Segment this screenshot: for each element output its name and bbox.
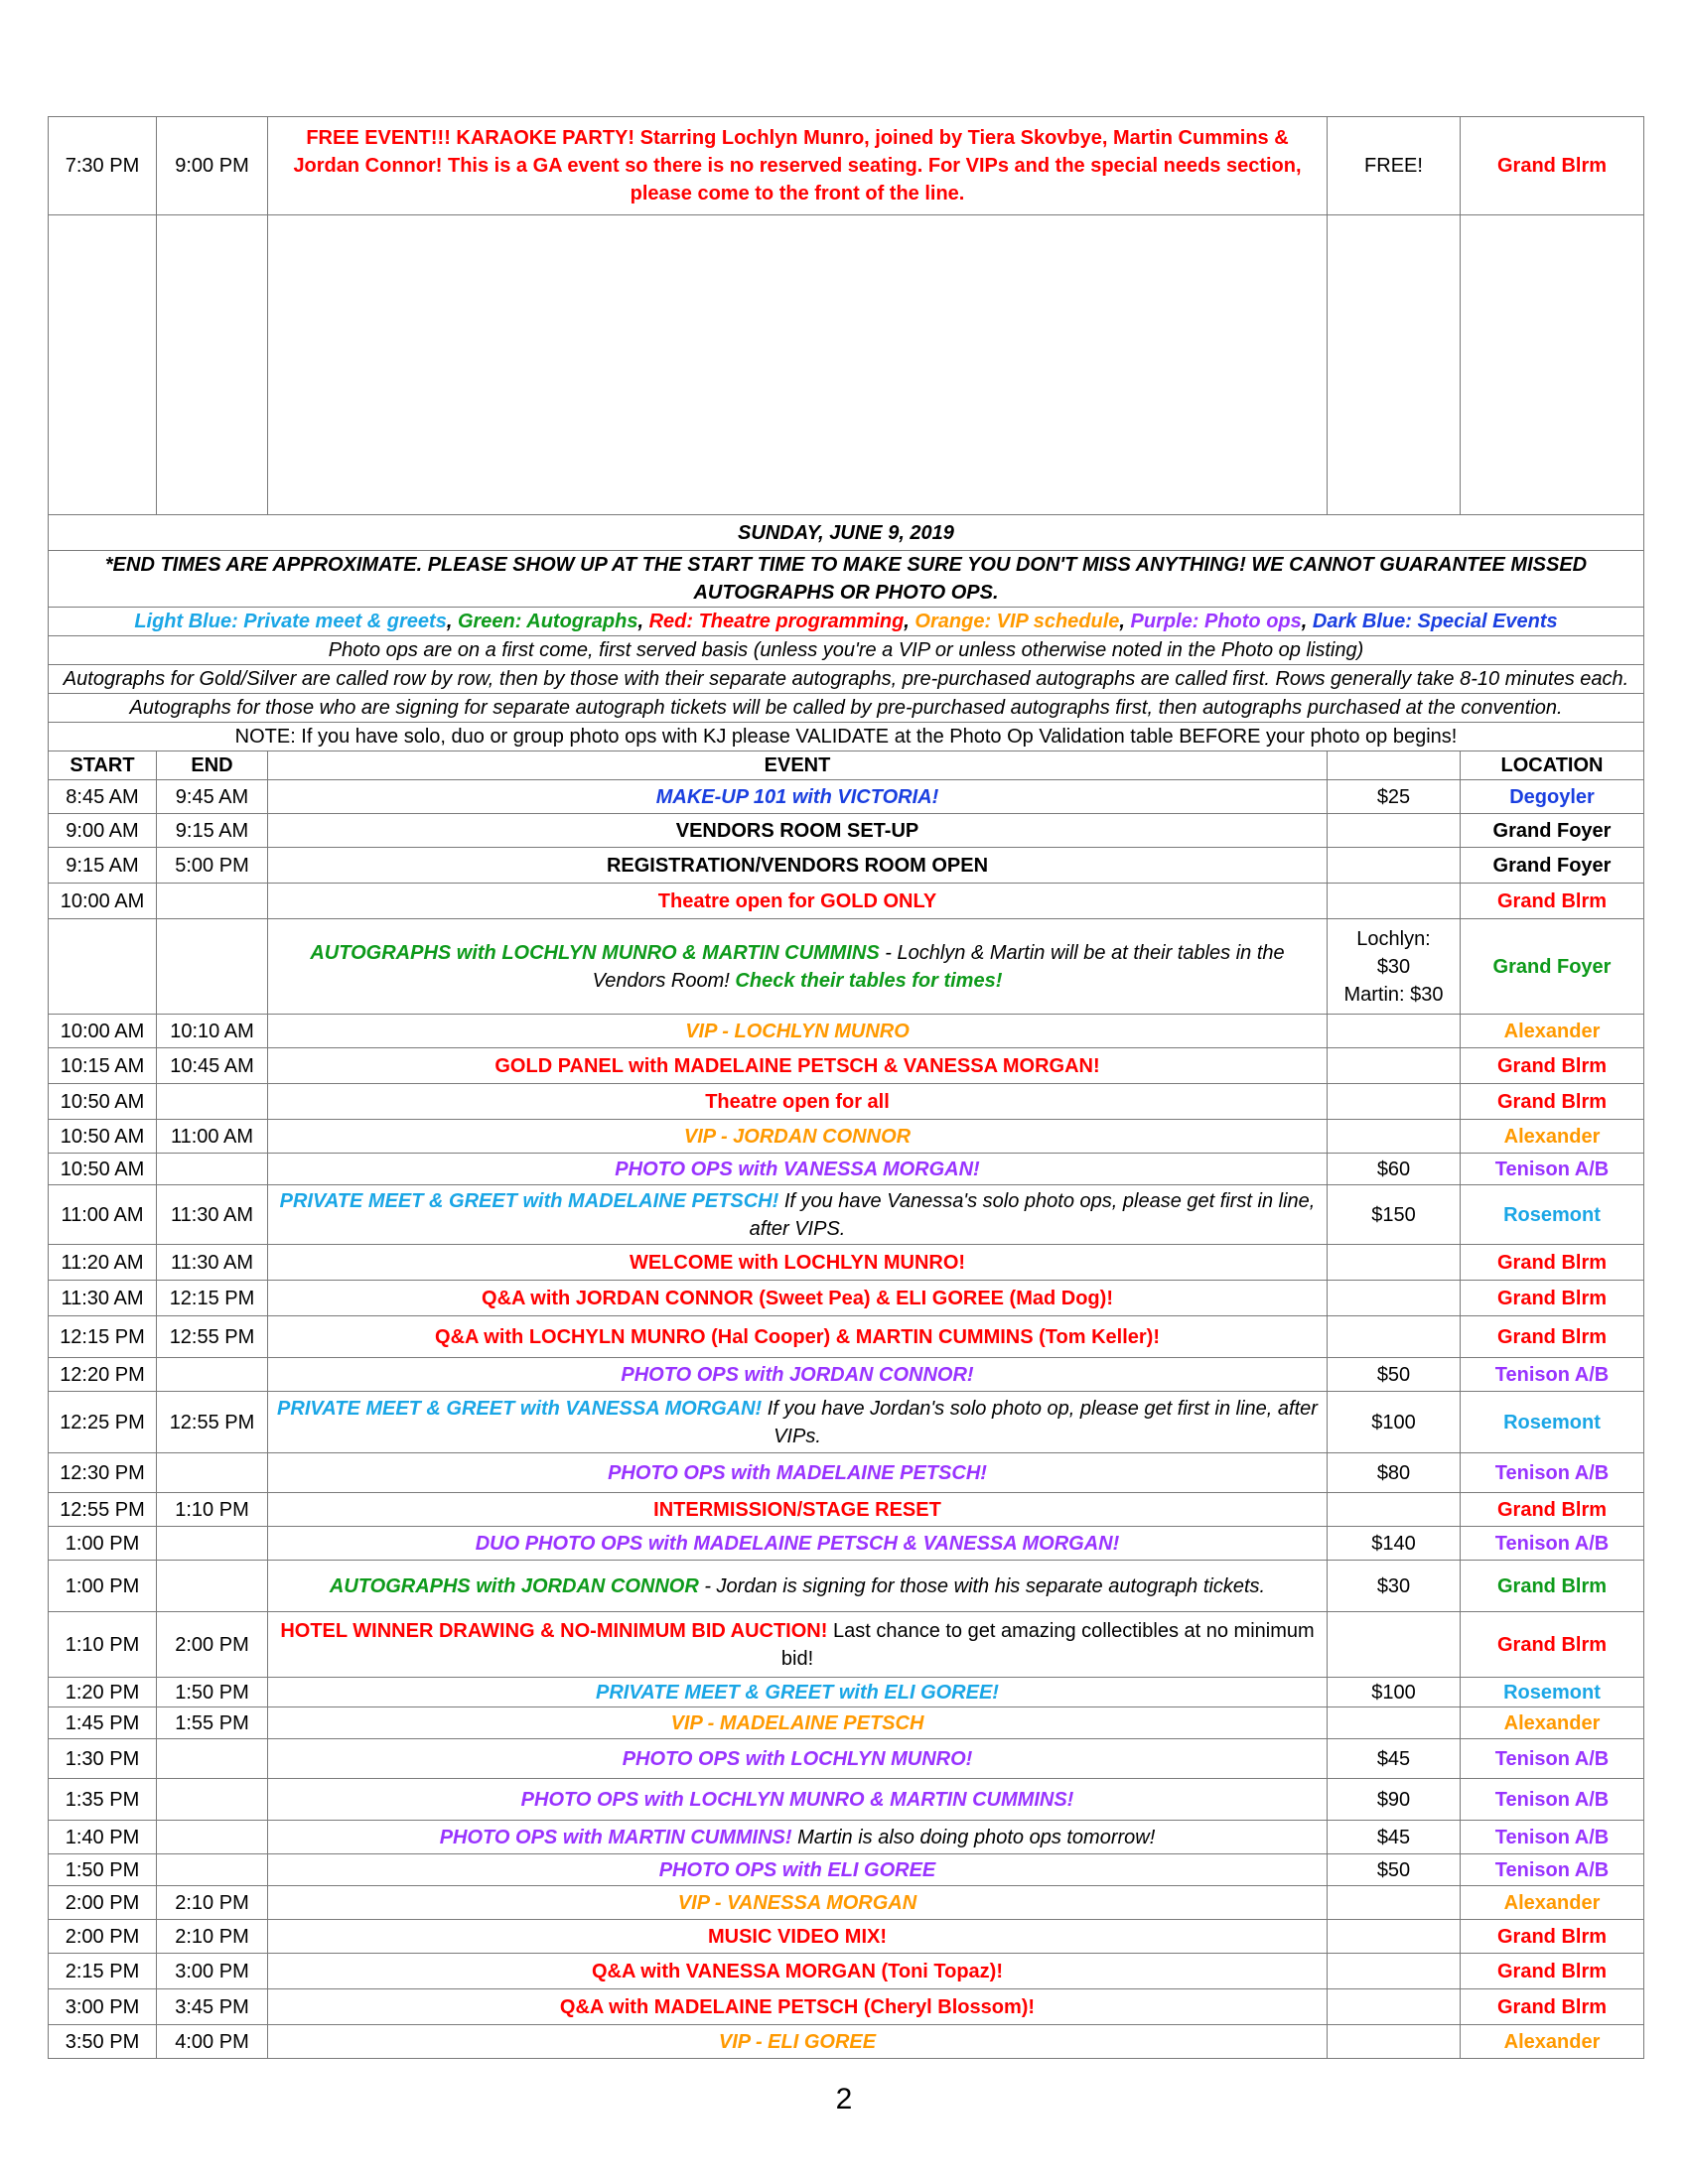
price: $45 xyxy=(1328,1821,1461,1854)
end-time: 9:15 AM xyxy=(157,814,268,848)
price xyxy=(1328,1989,1461,2025)
price xyxy=(1328,1120,1461,1154)
event-name: Q&A with LOCHYLN MUNRO (Hal Cooper) & MARTIN CUMMINS (Tom Keller)! xyxy=(268,1316,1328,1358)
location: Grand Blrm xyxy=(1461,1245,1644,1281)
event-name: VENDORS ROOM SET-UP xyxy=(268,814,1328,848)
start-time: 10:50 AM xyxy=(49,1120,157,1154)
location: Tenison A/B xyxy=(1461,1739,1644,1779)
blank-row xyxy=(49,215,1644,515)
event-name: Q&A with JORDAN CONNOR (Sweet Pea) & ELI GOREE (Mad Dog)! xyxy=(268,1281,1328,1316)
table-row xyxy=(49,919,1644,1015)
location: Grand Blrm xyxy=(1461,1612,1644,1678)
price xyxy=(1328,1245,1461,1281)
event-name: PHOTO OPS with ELI GOREE xyxy=(268,1854,1328,1886)
price xyxy=(1328,1493,1461,1527)
start-time: 10:00 AM xyxy=(49,884,157,919)
table-row xyxy=(49,1120,1644,1154)
start-time: 10:15 AM xyxy=(49,1048,157,1084)
event-name: REGISTRATION/VENDORS ROOM OPEN xyxy=(268,848,1328,884)
gold-silver-note: Autographs for Gold/Silver are called row by row, then by those with their separate autographs, pre-purchased autographs are called first. Rows generally take 8-10 minutes each. xyxy=(49,665,1644,694)
location: Tenison A/B xyxy=(1461,1821,1644,1854)
end-time: 2:10 PM xyxy=(157,1920,268,1954)
table-row xyxy=(49,1707,1644,1739)
price xyxy=(1328,884,1461,919)
event-name: VIP - ELI GOREE xyxy=(268,2025,1328,2059)
start-time: 3:00 PM xyxy=(49,1989,157,2025)
start-time: 1:00 PM xyxy=(49,1527,157,1561)
day-title: SUNDAY, JUNE 9, 2019 xyxy=(49,515,1644,551)
event-main: HOTEL WINNER DRAWING & NO-MINIMUM BID AUCTION! xyxy=(280,1619,828,1642)
event-note: Martin is also doing photo ops tomorrow! xyxy=(791,1826,1156,1848)
key-dark-blue: Dark Blue: Special Events xyxy=(1312,611,1558,632)
end-time: 2:00 PM xyxy=(157,1612,268,1678)
event-note: If you have Vanessa's solo photo ops, please get first in line, after VIPS. xyxy=(749,1189,1316,1240)
table-row xyxy=(49,1854,1644,1886)
location: Grand Blrm xyxy=(1461,117,1644,215)
event-name: DUO PHOTO OPS with MADELAINE PETSCH & VANESSA MORGAN! xyxy=(268,1527,1328,1561)
location: Grand Blrm xyxy=(1461,1920,1644,1954)
start-time: 1:00 PM xyxy=(49,1561,157,1612)
end-time: 9:45 AM xyxy=(157,780,268,814)
table-row xyxy=(49,1316,1644,1358)
table-row xyxy=(49,884,1644,919)
event-main: AUTOGRAPHS with JORDAN CONNOR xyxy=(329,1574,699,1597)
price xyxy=(1328,1281,1461,1316)
end-time: 2:10 PM xyxy=(157,1886,268,1920)
end-time: 3:00 PM xyxy=(157,1954,268,1989)
event-name: PHOTO OPS with LOCHLYN MUNRO! xyxy=(268,1739,1328,1779)
location: Tenison A/B xyxy=(1461,1854,1644,1886)
location: Alexander xyxy=(1461,2025,1644,2059)
separate-autograph-note: Autographs for those who are signing for separate autograph tickets will be called by pre-purchased autographs first, then autographs purchased at the convention. xyxy=(49,694,1644,723)
table-row xyxy=(49,1048,1644,1084)
event-name: MUSIC VIDEO MIX! xyxy=(268,1920,1328,1954)
price: $25 xyxy=(1328,780,1461,814)
end-time: 1:55 PM xyxy=(157,1707,268,1739)
price xyxy=(1328,1707,1461,1739)
table-row xyxy=(49,1954,1644,1989)
event-name: VIP - MADELAINE PETSCH xyxy=(268,1707,1328,1739)
event-note: If you have Jordan's solo photo op, please get first in line, after VIPs. xyxy=(762,1397,1318,1447)
location: Grand Blrm xyxy=(1461,1561,1644,1612)
start-time: 1:20 PM xyxy=(49,1678,157,1707)
location: Tenison A/B xyxy=(1461,1358,1644,1392)
table-row xyxy=(49,814,1644,848)
start-time: 9:15 AM xyxy=(49,848,157,884)
table-row xyxy=(49,1527,1644,1561)
price: $45 xyxy=(1328,1739,1461,1779)
start-time: 9:00 AM xyxy=(49,814,157,848)
price: $50 xyxy=(1328,1358,1461,1392)
event-name: PHOTO OPS with JORDAN CONNOR! xyxy=(268,1358,1328,1392)
price: FREE! xyxy=(1328,117,1461,215)
location: Rosemont xyxy=(1461,1185,1644,1245)
event-name: GOLD PANEL with MADELAINE PETSCH & VANESSA MORGAN! xyxy=(268,1048,1328,1084)
end-time: 1:50 PM xyxy=(157,1678,268,1707)
end-time: 1:10 PM xyxy=(157,1493,268,1527)
price: $30 xyxy=(1328,1561,1461,1612)
location: Grand Foyer xyxy=(1461,848,1644,884)
table-row xyxy=(49,1561,1644,1612)
start-time: 2:00 PM xyxy=(49,1920,157,1954)
table-row xyxy=(49,1154,1644,1185)
price xyxy=(1328,1886,1461,1920)
key-purple: Purple: Photo ops xyxy=(1130,611,1302,632)
end-time: 10:10 AM xyxy=(157,1015,268,1048)
event-name: WELCOME with LOCHLYN MUNRO! xyxy=(268,1245,1328,1281)
table-row xyxy=(49,1678,1644,1707)
location: Grand Foyer xyxy=(1461,919,1644,1015)
event-main: PHOTO OPS with MARTIN CUMMINS! xyxy=(439,1826,792,1848)
event-name: Theatre open for all xyxy=(268,1084,1328,1120)
end-time: 5:00 PM xyxy=(157,848,268,884)
end-time xyxy=(157,1453,268,1493)
table-row xyxy=(49,1245,1644,1281)
end-time: 4:00 PM xyxy=(157,2025,268,2059)
event-note: - Jordan is signing for those with his separate autograph tickets. xyxy=(698,1574,1266,1597)
end-time xyxy=(157,1779,268,1821)
event-tail: Check their tables for times! xyxy=(735,969,1003,992)
start-time: 1:50 PM xyxy=(49,1854,157,1886)
start-time: 1:10 PM xyxy=(49,1612,157,1678)
end-time xyxy=(157,1154,268,1185)
event-note: Last chance to get amazing collectibles at no minimum bid! xyxy=(780,1619,1315,1670)
start-time xyxy=(49,919,157,1015)
location: Rosemont xyxy=(1461,1678,1644,1707)
start-time: 11:30 AM xyxy=(49,1281,157,1316)
end-time xyxy=(157,1821,268,1854)
end-time: 10:45 AM xyxy=(157,1048,268,1084)
header-start: START xyxy=(49,751,157,780)
schedule-table xyxy=(48,116,1644,2059)
event-name: Q&A with VANESSA MORGAN (Toni Topaz)! xyxy=(268,1954,1328,1989)
location: Tenison A/B xyxy=(1461,1779,1644,1821)
price: $50 xyxy=(1328,1854,1461,1886)
event-name: PHOTO OPS with VANESSA MORGAN! xyxy=(268,1154,1328,1185)
location: Grand Blrm xyxy=(1461,1048,1644,1084)
price: $100 xyxy=(1328,1678,1461,1707)
price-lochlyn: $30 xyxy=(1376,955,1411,978)
event-name: PHOTO OPS with MADELAINE PETSCH! xyxy=(268,1453,1328,1493)
end-time: 12:55 PM xyxy=(157,1392,268,1453)
photo-ops-note: Photo ops are on a first come, first served basis (unless you're a VIP or unless otherwise noted in the Photo op listing) xyxy=(49,636,1644,665)
start-time: 12:15 PM xyxy=(49,1316,157,1358)
end-time xyxy=(157,1527,268,1561)
location: Alexander xyxy=(1461,1707,1644,1739)
price: $80 xyxy=(1328,1453,1461,1493)
karaoke-row xyxy=(49,117,1644,215)
header-event: EVENT xyxy=(268,751,1328,780)
event-name xyxy=(268,1392,1328,1453)
location: Grand Blrm xyxy=(1461,884,1644,919)
event-name xyxy=(268,919,1328,1015)
start-time: 1:35 PM xyxy=(49,1779,157,1821)
start-time: 7:30 PM xyxy=(49,117,157,215)
table-row xyxy=(49,1281,1644,1316)
start-time: 12:55 PM xyxy=(49,1493,157,1527)
end-time xyxy=(157,1739,268,1779)
price xyxy=(1328,1048,1461,1084)
price xyxy=(1328,1612,1461,1678)
price-martin: Martin: $30 xyxy=(1343,983,1444,1006)
location: Grand Blrm xyxy=(1461,1989,1644,2025)
table-row xyxy=(49,1185,1644,1245)
end-time: 12:15 PM xyxy=(157,1281,268,1316)
price-lochlyn-label: Lochlyn: xyxy=(1356,927,1431,950)
price xyxy=(1328,814,1461,848)
event-name: VIP - LOCHLYN MUNRO xyxy=(268,1015,1328,1048)
price xyxy=(1328,2025,1461,2059)
event-name: VIP - VANESSA MORGAN xyxy=(268,1886,1328,1920)
table-row xyxy=(49,1821,1644,1854)
end-time: 3:45 PM xyxy=(157,1989,268,2025)
kj-validation-note: NOTE: If you have solo, duo or group photo ops with KJ please VALIDATE at the Photo Op Validation table BEFORE your photo op begins! xyxy=(49,723,1644,751)
location: Alexander xyxy=(1461,1120,1644,1154)
location: Grand Blrm xyxy=(1461,1316,1644,1358)
start-time: 12:25 PM xyxy=(49,1392,157,1453)
end-time xyxy=(157,1561,268,1612)
end-time xyxy=(157,1854,268,1886)
event-name: PRIVATE MEET & GREET with ELI GOREE! xyxy=(268,1678,1328,1707)
location: Grand Blrm xyxy=(1461,1493,1644,1527)
location: Grand Blrm xyxy=(1461,1084,1644,1120)
event-name: PHOTO OPS with LOCHLYN MUNRO & MARTIN CUMMINS! xyxy=(268,1779,1328,1821)
location: Tenison A/B xyxy=(1461,1453,1644,1493)
start-time: 10:00 AM xyxy=(49,1015,157,1048)
header-row xyxy=(49,751,1644,780)
start-time: 10:50 AM xyxy=(49,1084,157,1120)
price xyxy=(1328,1954,1461,1989)
end-times-note: *END TIMES ARE APPROXIMATE. PLEASE SHOW UP AT THE START TIME TO MAKE SURE YOU DON'T MISS ANYTHING! WE CANNOT GUARANTEE MISSED AUTOGRAPHS OR PHOTO OPS. xyxy=(49,551,1644,608)
event-name: FREE EVENT!!! KARAOKE PARTY! Starring Lochlyn Munro, joined by Tiera Skovbye, Martin Cummins & Jordan Connor! This is a GA event so there is no reserved seating. For VIPs and the special needs section, please come to the front of the line. xyxy=(268,117,1328,215)
header-location: LOCATION xyxy=(1461,751,1644,780)
location: Grand Blrm xyxy=(1461,1281,1644,1316)
start-time: 2:00 PM xyxy=(49,1886,157,1920)
location: Grand Blrm xyxy=(1461,1954,1644,1989)
event-name xyxy=(268,1561,1328,1612)
location: Degoyler xyxy=(1461,780,1644,814)
start-time: 3:50 PM xyxy=(49,2025,157,2059)
start-time: 1:30 PM xyxy=(49,1739,157,1779)
location: Tenison A/B xyxy=(1461,1154,1644,1185)
price xyxy=(1328,1316,1461,1358)
table-row xyxy=(49,1493,1644,1527)
price: $90 xyxy=(1328,1779,1461,1821)
event-name xyxy=(268,1612,1328,1678)
table-row xyxy=(49,848,1644,884)
table-row xyxy=(49,1612,1644,1678)
event-main: PRIVATE MEET & GREET with MADELAINE PETSCH! xyxy=(279,1189,779,1212)
page-number: 2 xyxy=(835,2083,853,2116)
price xyxy=(1328,1920,1461,1954)
table-row xyxy=(49,1989,1644,2025)
location: Grand Foyer xyxy=(1461,814,1644,848)
start-time: 1:40 PM xyxy=(49,1821,157,1854)
price xyxy=(1328,848,1461,884)
table-row xyxy=(49,1015,1644,1048)
table-row xyxy=(49,1920,1644,1954)
price xyxy=(1328,1015,1461,1048)
event-name xyxy=(268,1185,1328,1245)
end-time xyxy=(157,1084,268,1120)
price: $150 xyxy=(1328,1185,1461,1245)
start-time: 12:30 PM xyxy=(49,1453,157,1493)
price xyxy=(1328,919,1461,1015)
price: $60 xyxy=(1328,1154,1461,1185)
start-time: 12:20 PM xyxy=(49,1358,157,1392)
event-name xyxy=(268,1821,1328,1854)
key-red: Red: Theatre programming xyxy=(648,611,905,632)
start-time: 2:15 PM xyxy=(49,1954,157,1989)
end-time xyxy=(157,1358,268,1392)
table-row xyxy=(49,1084,1644,1120)
location: Alexander xyxy=(1461,1886,1644,1920)
event-name: INTERMISSION/STAGE RESET xyxy=(268,1493,1328,1527)
start-time: 1:45 PM xyxy=(49,1707,157,1739)
event-name: Q&A with MADELAINE PETSCH (Cheryl Blossom)! xyxy=(268,1989,1328,2025)
end-time: 9:00 PM xyxy=(157,117,268,215)
header-end: END xyxy=(157,751,268,780)
table-row xyxy=(49,1739,1644,1779)
end-time: 12:55 PM xyxy=(157,1316,268,1358)
event-name: VIP - JORDAN CONNOR xyxy=(268,1120,1328,1154)
table-row xyxy=(49,1453,1644,1493)
location: Tenison A/B xyxy=(1461,1527,1644,1561)
key-green: Green: Autographs xyxy=(457,611,638,632)
event-note: - Lochlyn & Martin will be at their tables in the Vendors Room! xyxy=(592,941,1285,992)
event-main: AUTOGRAPHS with LOCHLYN MUNRO & MARTIN CUMMINS xyxy=(310,941,880,964)
event-main: PRIVATE MEET & GREET with VANESSA MORGAN! xyxy=(277,1397,763,1420)
table-row xyxy=(49,2025,1644,2059)
table-row xyxy=(49,1779,1644,1821)
end-time: 11:30 AM xyxy=(157,1185,268,1245)
location: Alexander xyxy=(1461,1015,1644,1048)
end-time xyxy=(157,919,268,1015)
end-time xyxy=(157,884,268,919)
start-time: 10:50 AM xyxy=(49,1154,157,1185)
table-row xyxy=(49,1886,1644,1920)
price: $100 xyxy=(1328,1392,1461,1453)
table-row xyxy=(49,1358,1644,1392)
key-light-blue: Light Blue: Private meet & greets xyxy=(134,611,447,632)
table-row xyxy=(49,780,1644,814)
location: Rosemont xyxy=(1461,1392,1644,1453)
color-key: Light Blue: Private meet & greets, Green: Autographs, Red: Theatre programming, Orange: VIP schedule, Purple: Photo ops, Dark Blue: Special Events xyxy=(49,608,1644,636)
table-row xyxy=(49,1392,1644,1453)
start-time: 11:20 AM xyxy=(49,1245,157,1281)
event-name: Theatre open for GOLD ONLY xyxy=(268,884,1328,919)
price: $140 xyxy=(1328,1527,1461,1561)
key-orange: Orange: VIP schedule xyxy=(914,611,1120,632)
price xyxy=(1328,1084,1461,1120)
end-time: 11:00 AM xyxy=(157,1120,268,1154)
event-name: MAKE-UP 101 with VICTORIA! xyxy=(268,780,1328,814)
end-time: 11:30 AM xyxy=(157,1245,268,1281)
start-time: 8:45 AM xyxy=(49,780,157,814)
start-time: 11:00 AM xyxy=(49,1185,157,1245)
